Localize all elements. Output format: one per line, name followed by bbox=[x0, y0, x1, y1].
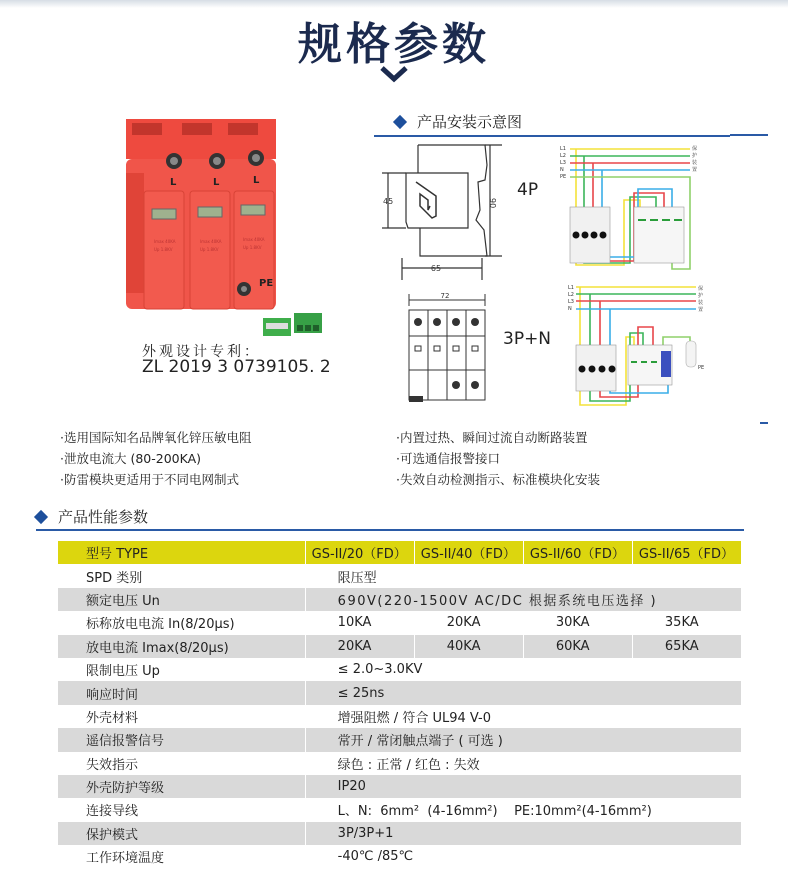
svg-text:65: 65 bbox=[430, 264, 442, 273]
performance-section-heading bbox=[36, 506, 148, 527]
table-row bbox=[58, 822, 742, 845]
table-row bbox=[58, 681, 742, 704]
svg-text:装: 装 bbox=[698, 300, 704, 306]
table-header-row bbox=[58, 541, 742, 564]
svg-text:N: N bbox=[560, 167, 564, 173]
row-value: 30KA bbox=[523, 611, 632, 634]
table-row bbox=[58, 845, 742, 868]
svg-text:置: 置 bbox=[692, 167, 698, 173]
row-key: 外壳防护等级 bbox=[58, 775, 305, 798]
svg-text:Imax 40KA: Imax 40KA bbox=[154, 239, 176, 244]
install-section-heading bbox=[395, 111, 522, 132]
svg-text:Imax 40KA: Imax 40KA bbox=[243, 237, 265, 242]
row-key: SPD 类别 bbox=[58, 564, 305, 587]
spec-table bbox=[58, 541, 742, 868]
svg-text:L3: L3 bbox=[560, 160, 566, 166]
performance-heading-text: 产品性能参数 bbox=[58, 508, 149, 526]
svg-text:PE: PE bbox=[259, 278, 274, 289]
row-value: IP20 bbox=[305, 775, 741, 798]
svg-text:N: N bbox=[568, 306, 572, 312]
row-value: 3P/3P+1 bbox=[305, 822, 741, 845]
row-value: 35KA bbox=[632, 611, 741, 634]
row-key: 标称放电电流 In(8/20μs) bbox=[58, 611, 305, 634]
performance-divider bbox=[36, 529, 744, 531]
row-value: 绿色 : 正常 / 红色 : 失效 bbox=[305, 752, 741, 775]
row-value: 40KA bbox=[414, 635, 523, 658]
patent-label: 外观设计专利： bbox=[142, 344, 261, 360]
install-divider-tick bbox=[760, 422, 768, 424]
row-value: 690V(220-1500V AC/DC 根据系统电压选择 ) bbox=[305, 588, 741, 611]
signal-connector bbox=[263, 313, 322, 336]
svg-text:PE: PE bbox=[560, 174, 567, 180]
feature-item: ·内置过热、瞬间过流自动断路装置 bbox=[396, 430, 588, 445]
row-value: ≤ 2.0~3.0KV bbox=[305, 658, 741, 681]
svg-text:L2: L2 bbox=[560, 153, 566, 159]
table-row bbox=[58, 752, 742, 775]
svg-text:Up 1.8KV: Up 1.8KV bbox=[243, 245, 262, 250]
wiring-diagram-4p bbox=[560, 145, 700, 275]
table-row bbox=[58, 588, 742, 611]
row-key: 保护模式 bbox=[58, 822, 305, 845]
row-value: 60KA bbox=[523, 635, 632, 658]
table-row bbox=[58, 611, 742, 634]
svg-text:L2: L2 bbox=[568, 292, 574, 298]
row-value: 65KA bbox=[632, 635, 741, 658]
header-type: 型号 TYPE bbox=[58, 541, 305, 564]
header-model: GS-II/65（FD） bbox=[632, 541, 741, 564]
dimension-drawing-4p bbox=[380, 140, 560, 285]
row-key: 放电电流 Imax(8/20μs) bbox=[58, 635, 305, 658]
row-value: -40℃ /85℃ bbox=[305, 845, 741, 868]
header-model: GS-II/60（FD） bbox=[523, 541, 632, 564]
row-value: 20KA bbox=[414, 611, 523, 634]
row-key: 工作环境温度 bbox=[58, 845, 305, 868]
top-gradient bbox=[0, 0, 788, 8]
feature-item: ·可选通信报警接口 bbox=[396, 451, 500, 466]
row-value: ≤ 25ns bbox=[305, 681, 741, 704]
svg-text:L3: L3 bbox=[568, 299, 574, 305]
table-row bbox=[58, 658, 742, 681]
diamond-bullet-icon bbox=[34, 509, 48, 523]
table-row bbox=[58, 564, 742, 587]
svg-text:45: 45 bbox=[383, 197, 394, 206]
row-value: 增强阻燃 / 符合 UL94 V-0 bbox=[305, 705, 741, 728]
svg-text:L1: L1 bbox=[568, 285, 574, 291]
svg-text:护: 护 bbox=[692, 153, 698, 159]
row-key: 连接导线 bbox=[58, 798, 305, 821]
surge-protector-image bbox=[126, 113, 336, 338]
svg-text:L: L bbox=[170, 177, 177, 188]
row-value: 20KA bbox=[305, 635, 414, 658]
svg-text:90: 90 bbox=[488, 198, 497, 209]
svg-text:PE: PE bbox=[698, 365, 705, 371]
svg-text:L: L bbox=[253, 175, 260, 186]
svg-text:保: 保 bbox=[698, 286, 704, 292]
table-row bbox=[58, 635, 742, 658]
row-key: 额定电压 Un bbox=[58, 588, 305, 611]
install-heading-text: 产品安装示意图 bbox=[417, 113, 523, 131]
row-key: 限制电压 Up bbox=[58, 658, 305, 681]
table-row bbox=[58, 775, 742, 798]
table-row bbox=[58, 798, 742, 821]
row-value: L、N: 6mm² (4-16mm²) PE:10mm²(4-16mm²) bbox=[305, 798, 741, 821]
svg-text:置: 置 bbox=[698, 307, 704, 313]
svg-text:L1: L1 bbox=[560, 146, 566, 152]
patent-number: ZL 2019 3 0739105. 2 bbox=[142, 357, 331, 377]
svg-text:Imax 40KA: Imax 40KA bbox=[200, 239, 222, 244]
svg-text:装: 装 bbox=[692, 160, 698, 166]
svg-text:Up 1.8KV: Up 1.8KV bbox=[200, 247, 219, 252]
feature-item: ·失效自动检测指示、标准模块化安装 bbox=[396, 472, 600, 487]
svg-text:护: 护 bbox=[698, 293, 704, 299]
row-key: 响应时间 bbox=[58, 681, 305, 704]
svg-text:72: 72 bbox=[440, 292, 450, 300]
diamond-bullet-icon bbox=[393, 114, 407, 128]
svg-text:保: 保 bbox=[692, 146, 698, 152]
header-model: GS-II/20（FD） bbox=[305, 541, 414, 564]
feature-item: ·选用国际知名品牌氧化锌压敏电阻 bbox=[60, 430, 252, 445]
label-4p: 4P bbox=[517, 180, 539, 200]
svg-text:L: L bbox=[213, 177, 220, 188]
row-value: 常开 / 常闭触点端子 ( 可选 ) bbox=[305, 728, 741, 751]
header-model: GS-II/40（FD） bbox=[414, 541, 523, 564]
feature-item: ·泄放电流大 (80-200KA) bbox=[60, 451, 202, 466]
install-divider bbox=[374, 135, 730, 137]
table-row bbox=[58, 705, 742, 728]
install-divider-end bbox=[730, 134, 768, 136]
feature-list-left bbox=[60, 427, 251, 490]
row-value: 10KA bbox=[305, 611, 414, 634]
dimension-drawing-3pn bbox=[405, 290, 495, 410]
label-3p-n: 3P+N bbox=[503, 329, 552, 349]
row-value: 限压型 bbox=[305, 564, 741, 587]
row-key: 外壳材料 bbox=[58, 705, 305, 728]
table-row bbox=[58, 728, 742, 751]
row-key: 失效指示 bbox=[58, 752, 305, 775]
page-title: 规格参数 bbox=[298, 19, 490, 70]
wiring-diagram-3pn bbox=[568, 285, 713, 410]
feature-item: ·防雷模块更适用于不同电网制式 bbox=[60, 472, 239, 487]
svg-text:Up 1.8KV: Up 1.8KV bbox=[154, 247, 173, 252]
chevron-down-icon bbox=[378, 64, 410, 84]
feature-list-right bbox=[396, 427, 600, 490]
row-key: 遥信报警信号 bbox=[58, 728, 305, 751]
